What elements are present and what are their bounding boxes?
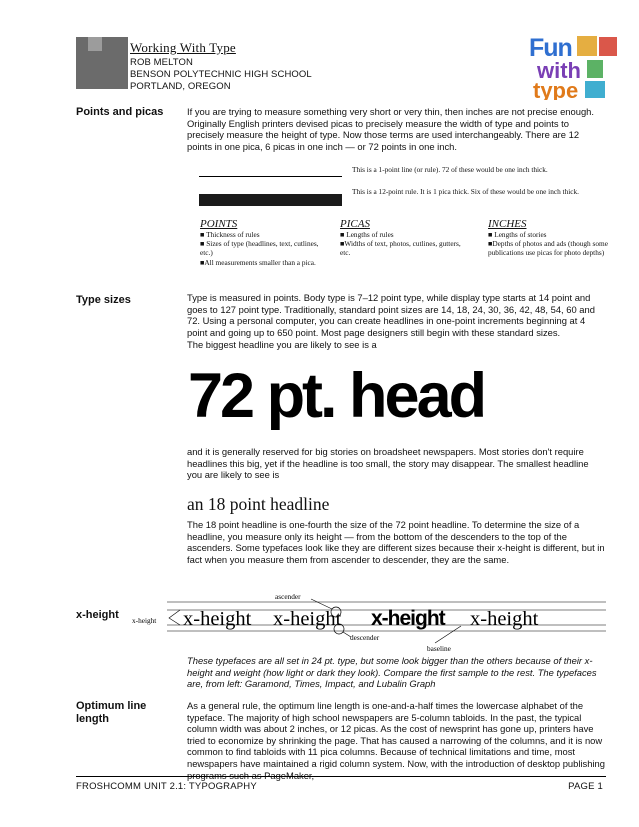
baseline-label: baseline [427,644,451,652]
footer-rule [76,776,606,777]
inches-item: ■Depths of photos and ads (though some publications use picas for photo depths) [488,239,608,258]
document-title: Working With Type [130,40,236,55]
fun-with-type-logo [529,34,639,100]
points-and-picas-text: If you are trying to measure something very short or very thin, then inches are not precise enough. Originally English printers devised picas to precisely measure the width of type and points to precisely measure the height of type. Now those terms are used interchangeably. There are 12 points in one pica, 6 picas in one inch — or 72 points in one inch. [187,106,594,152]
points-heading: POINTS [200,218,238,230]
section-points-and-picas: Points and picas [76,106,164,118]
picas-item: ■Widths of text, photos, cutlines, gutters, etc. [340,239,461,258]
section-optimum-line-length-1: Optimum line [76,700,147,712]
points-item: ■ Sizes of type (headlines, text, cutlines, etc.) [200,239,319,258]
section-optimum-line-length-2: length [76,713,109,725]
x-height-times-sample: x-height [273,608,342,630]
picas-item: ■ Lengths of rules [340,230,394,239]
descender-label: descender [350,633,380,642]
section-type-sizes: Type sizes [76,294,131,306]
optimum-line-length-text: As a general rule, the optimum line length is one-and-a-half times the lowercase alphabet of the typeface. The majority of high school newspapers are 5-column tabloids. In the past, the typical column width was about 2 inches, or 12 picas. As the cost of newsprint has gone up, printers have tried to economize by shrinking the page. That has caused a narrowing of the columns, and it is now common to find tabloids with 11 pica columns. Because of technical limitations and time, most newspapers have maintained a rigid column system. Now, with the introduction of desktop publishing [187,700,605,769]
fun-word: Fun [529,34,572,62]
type-word: type [533,78,579,100]
picas-heading: PICAS [340,218,370,230]
header-logo-block [76,37,128,89]
after-big-headline-text: and it is generally reserved for big stories on broadsheet newspapers. Most stories don't require headlines this big, yet if the headline is too small, the story may disappear. The smallest headline you are likely to see is [187,446,589,481]
picas-column [340,218,470,258]
with-word: with [537,58,581,83]
x-height-garamond-sample: x-height [183,608,252,630]
after-18-point-text: The 18 point headline is one-fourth the size of the 72 point headline. To determine the size of a headline, you measure only its height — from the bottom of the descenders to the top of the ascenders. Some typefaces look like they are different sizes because their x-height is different, but in fact when you measure them from ascender to descender, they are the same. [187,519,605,565]
inches-item: ■ Lengths of stories [488,230,547,239]
inches-heading: INCHES [488,218,527,230]
twelve-point-rule [199,194,342,206]
points-item: ■All measurements smaller than a pica. [200,257,316,267]
header-logo-accent [88,37,102,51]
eighteen-point-headline: an 18 point headline [187,494,330,514]
x-height-caption: These typefaces are all set in 24 pt. type, but some look bigger than the others because of their x-height and weight (how light or dark they look). Compare the first sample to the rest. The typefaces are, from left: Garamond, Times, Impact, and Lubalin Graph [187,655,597,690]
type-sizes-lead: The biggest headline you are likely to see is a [187,339,377,350]
one-point-rule-caption: This is a 1-point line (or rule). 72 of these would be one inch thick. [352,165,548,174]
footer-unit-title: FROSHCOMM UNIT 2.1: TYPOGRAPHY [76,781,257,792]
x-height-side-label: x-height [132,616,157,625]
ascender-label: ascender [275,592,301,601]
section-x-height: x-height [76,609,119,621]
points-column [200,218,330,267]
school-name: BENSON POLYTECHNIC HIGH SCHOOL [130,69,312,80]
one-point-rule [199,176,342,177]
twelve-point-rule-caption: This is a 12-point rule. It is 1 pica thick. Six of these would be one inch thick. [352,187,579,196]
school-location: PORTLAND, OREGON [130,81,231,92]
x-height-diagram [125,588,610,652]
page-number: PAGE 1 [568,781,603,792]
points-item: ■ Thickness of rules [200,230,260,239]
type-sizes-text: Type is measured in points. Body type is 7–12 point type, while display type starts at 14 point and goes to 127 point type. Traditionally, standard point sizes are 14, 18, 24, 30, 36, 42, 48, 54, 60 and 72. Using a personal computer, you can create headlines in one-point increments beginning at 4 point and going up to 650 point. Most page designers still begin with these standard sizes. [187,292,595,338]
seventy-two-point-headline: 72 pt. head [188,361,485,431]
x-height-lubalin-sample: x-height [470,608,539,630]
inches-column [488,218,608,258]
author-name: ROB MELTON [130,57,193,68]
x-height-impact-sample: x-height [371,607,445,630]
